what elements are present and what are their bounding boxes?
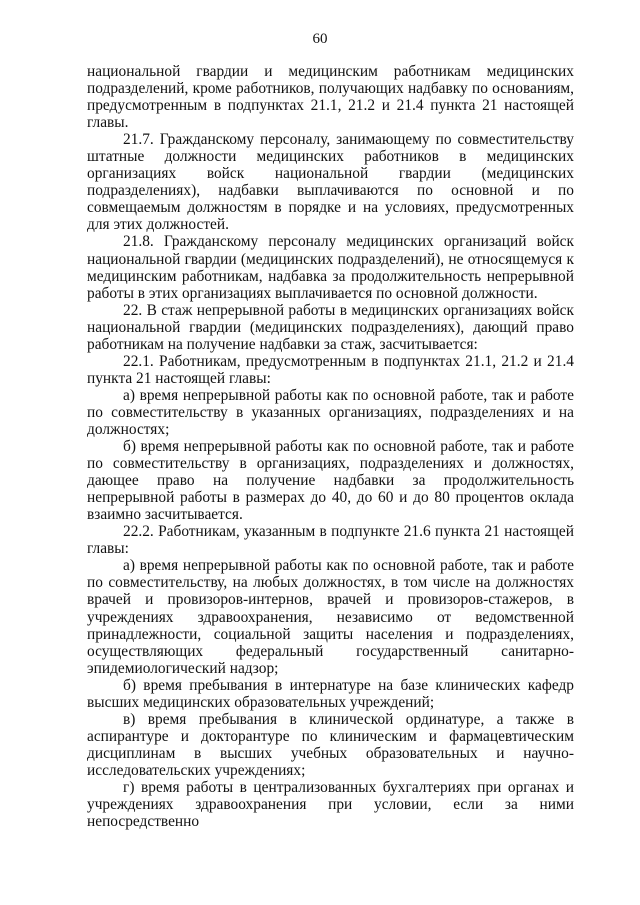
paragraph-21-7: 21.7. Гражданскому персоналу, занимающему по совместительству штатные должности медицинских работников в медицинских организациях войск национальной гвардии (медицинских подразделениях), надбавки выплачиваются по основной и по совмещаемым должностям в порядке и на условиях, предусмотренных для этих должностей. <box>87 131 574 234</box>
body-text <box>87 63 574 830</box>
paragraph-22: 22. В стаж непрерывной работы в медицинских организациях войск национальной гвардии (медицинских подразделениях), дающий право работникам на получение надбавки за стаж, засчитывается: <box>87 301 574 353</box>
page-number: 60 <box>312 31 328 47</box>
paragraph-22-1-b: б) время непрерывной работы как по основной работе, так и работе по совместительству в организациях, подразделениях и должностях, дающее право на получение надбавки за продолжительность непрерывной работы в размерах до 40, до 60 и до 80 процентов оклада взаимно засчитывается. <box>87 438 574 524</box>
paragraph-continuation: национальной гвардии и медицинским работникам медицинских подразделений, кроме работников, получающих надбавку по основаниям, предусмотренным в подпунктах 21.1, 21.2 и 21.4 пункта 21 настоящей главы. <box>87 63 574 132</box>
paragraph-22-2-b: б) время пребывания в интернатуре на базе клинических кафедр высших медицинских образовательных учреждений; <box>87 676 574 711</box>
paragraph-22-2-a: а) время непрерывной работы как по основной работе, так и работе по совместительству, на любых должностях, в том числе на должностях врачей и провизоров-интернов, врачей и провизоров-стажеров, в учреждениях здравоохранения, независимо от ведомственной принадлежности, социальной защиты населения и подразделениях, осуществляющих федеральный государственный санитарно-эпидемиологический надзор; <box>87 557 574 677</box>
paragraph-22-1-a: а) время непрерывной работы как по основной работе, так и работе по совместительству в указанных организациях, подразделениях и на должностях; <box>87 386 574 438</box>
paragraph-22-2-v: в) время пребывания в клинической ординатуре, а также в аспирантуре и докторантуре по клиническим и фармацевтическим дисциплинам в высших учебных образовательных и научно-исследовательских учреждениях; <box>87 710 574 779</box>
paragraph-22-2: 22.2. Работникам, указанным в подпункте 21.6 пункта 21 настоящей главы: <box>87 523 574 558</box>
paragraph-21-8: 21.8. Гражданскому персоналу медицинских организаций войск национальной гвардии (медицинских подразделений), не относящемуся к медицинским работникам, надбавка за продолжительность непрерывной работы в этих организациях выплачивается по основной должности. <box>87 233 574 302</box>
paragraph-22-2-g: г) время работы в централизованных бухгалтериях при органах и учреждениях здравоохранения при условии, если за ними непосредственно <box>87 778 574 831</box>
paragraph-22-1: 22.1. Работникам, предусмотренным в подпунктах 21.1, 21.2 и 21.4 пункта 21 настоящей главы: <box>87 352 574 387</box>
